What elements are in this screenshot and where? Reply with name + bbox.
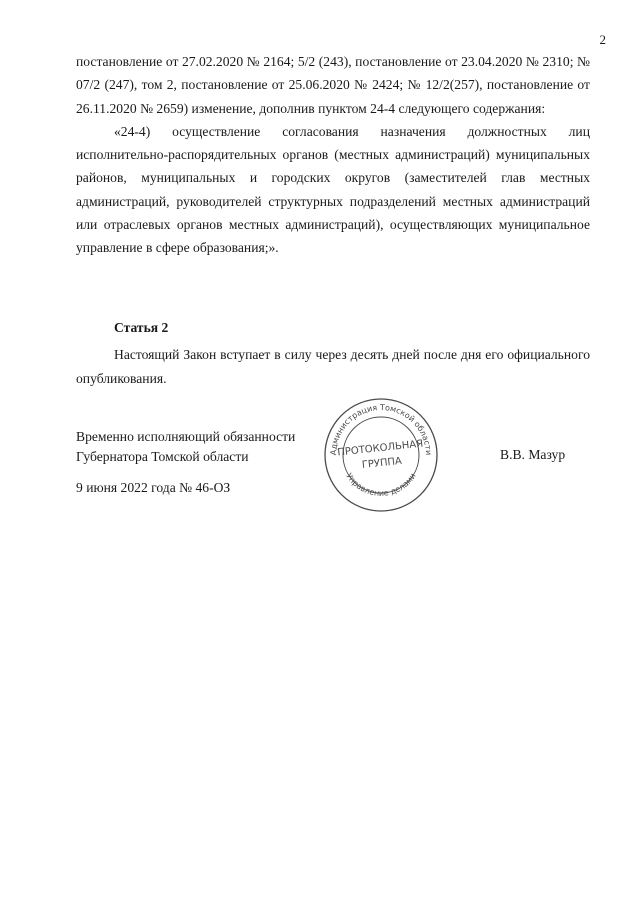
signer-position-line2: Губернатора Томской области	[76, 449, 249, 464]
paragraph-amendment-context: постановление от 27.02.2020 № 2164; 5/2 (243), постановление от 23.04.2020 № 2310; № 07/2 (247), том 2, постановление от 25.06.2020 № 2424; № 12/2(257), постановление от 26.11.2020 № 2659) изменение, дополнив пунктом 24-4 следующего содержания:	[76, 54, 590, 116]
article-title: Статья 2	[114, 320, 169, 335]
seal-outer-text: Администрация Томской области	[328, 402, 434, 456]
article-text: Настоящий Закон вступает в силу через десять дней после дня его официального опубликования.	[76, 347, 590, 386]
seal-center-line2: ГРУППА	[361, 455, 403, 472]
paragraph-item-24-4: «24-4) осуществление согласования назначения должностных лиц исполнительно-распорядительных органов (местных администраций) муниципальных районов, муниципальных и городских округов (заместителей глав местных администраций, руководителей структурных подразделений местных администраций или отраслевых органов местных администраций), осуществляющих муниципальное управление в сфере образования;».	[76, 123, 590, 256]
official-seal	[322, 396, 440, 514]
signer-position	[76, 427, 295, 467]
seal-center-line1: ПРОТОКОЛЬНАЯ	[336, 438, 424, 459]
signer-name: В.В. Мазур	[500, 447, 566, 462]
seal-bottom-text: Управление делами	[344, 471, 418, 498]
law-date-number: 9 июня 2022 года № 46-ОЗ	[76, 480, 231, 495]
page-number: 2	[599, 32, 606, 47]
svg-text:Управление делами	[344, 472, 417, 498]
document-body	[76, 50, 590, 260]
signer-position-line1: Временно исполняющий обязанности	[76, 429, 296, 444]
